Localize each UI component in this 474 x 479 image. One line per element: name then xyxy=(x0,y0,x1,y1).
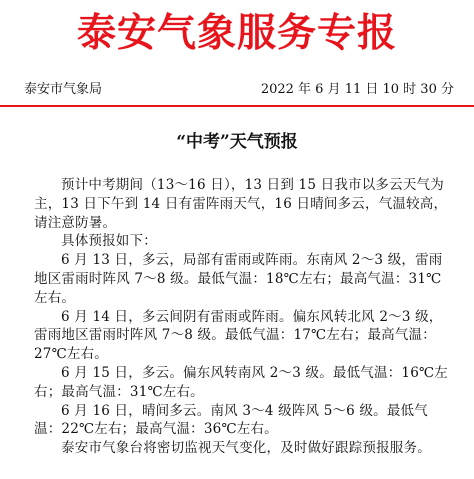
header-divider xyxy=(0,105,474,107)
paragraph-june-13: 6 月 13 日，多云，局部有雷雨或阵雨。东南风 2～3 级，雷雨地区雷雨时阵风 7～8 级。最低气温：18℃左右；最高气温：31℃左右。 xyxy=(34,252,443,306)
document-body xyxy=(34,176,454,458)
paragraph-intro: 预计中考期间（13～16 日），13 日到 15 日我市以多云天气为主，13 日下午到 14 日有雷阵雨天气，16 日晴间多云，气温较高，请注意防暑。 xyxy=(34,177,448,231)
document-title: “中考”天气预报 xyxy=(176,132,298,152)
bulletin-title: 泰安气象服务专报 xyxy=(76,10,397,56)
paragraph-june-16: 6 月 16 日，晴间多云。南风 3～4 级阵风 5～6 级。最低气温：22℃左右；最高气温：36℃左右。 xyxy=(34,402,428,438)
paragraph-forecast-heading: 具体预报如下： xyxy=(61,233,157,250)
paragraph-closing: 泰安市气象台将密切监视天气变化，及时做好跟踪预报服务。 xyxy=(61,440,431,457)
paragraph-june-15: 6 月 15 日，多云。偏东风转南风 2～3 级。最低气温：16℃左右；最高气温：31℃左右。 xyxy=(34,364,448,400)
issue-date: 2022 年 6 月 11 日 10 时 30 分 xyxy=(260,82,454,97)
issuer-row xyxy=(24,80,454,100)
issuer-name: 泰安市气象局 xyxy=(24,82,103,97)
paragraph-june-14: 6 月 14 日，多云间阴有雷雨或阵雨。偏东风转北风 2～3 级，雷雨地区雷雨时阵风 7～8 级。最低气温：17℃左右；最高气温：27℃左右。 xyxy=(34,308,443,363)
